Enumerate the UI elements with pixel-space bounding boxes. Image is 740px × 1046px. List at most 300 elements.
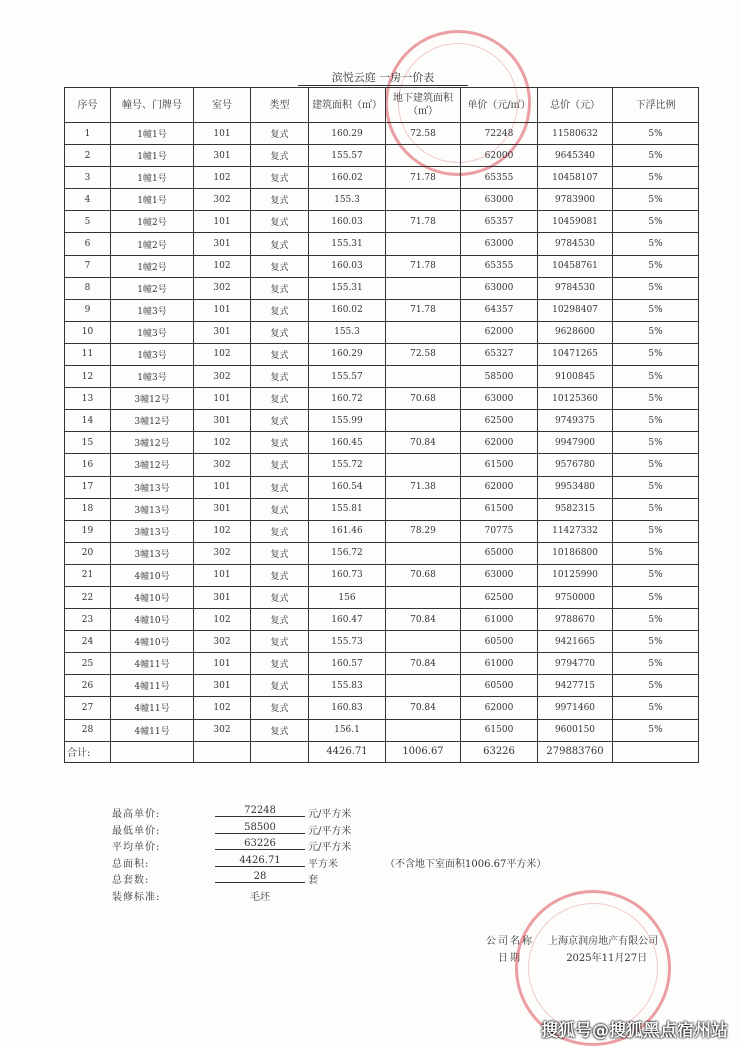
table-cell: 101	[194, 123, 251, 145]
table-cell: 65357	[461, 211, 538, 233]
table-cell: 3幢13号	[111, 542, 194, 564]
date-label: 日期	[498, 953, 522, 964]
table-cell: 4幢11号	[111, 697, 194, 719]
table-cell: 155.73	[309, 631, 386, 653]
column-header: 地下建筑面积（㎡）	[386, 88, 461, 123]
table-cell: 63000	[461, 233, 538, 255]
table-cell: 155.72	[309, 454, 386, 476]
table-cell: 62500	[461, 586, 538, 608]
summary-label: 平均单价:	[112, 842, 161, 854]
column-header: 室号	[194, 88, 251, 123]
table-cell: 复式	[251, 719, 309, 741]
table-cell: 复式	[251, 498, 309, 520]
document-title: 滨悦云庭 一房一价表	[298, 70, 468, 86]
table-cell: 4幢11号	[111, 719, 194, 741]
table-cell: 102	[194, 609, 251, 631]
table-cell: 62500	[461, 410, 538, 432]
table-cell: 70.68	[386, 564, 461, 586]
table-cell: 302	[194, 277, 251, 299]
table-cell: 301	[194, 321, 251, 343]
table-cell: 5%	[613, 299, 699, 321]
table-cell: 8	[65, 277, 111, 299]
table-cell: 1幢2号	[111, 211, 194, 233]
column-header: 单价（元/㎡）	[461, 88, 538, 123]
table-cell: 5%	[613, 167, 699, 189]
table-cell: 70.84	[386, 432, 461, 454]
table-cell: 1幢2号	[111, 233, 194, 255]
table-cell: 复式	[251, 476, 309, 498]
table-cell: 9971460	[538, 697, 613, 719]
summary-note: （不含地下室面积1006.67平方米）	[385, 858, 547, 870]
total-row	[65, 741, 699, 762]
table-cell: 101	[194, 476, 251, 498]
table-cell: 11	[65, 343, 111, 365]
table-cell: 61000	[461, 653, 538, 675]
table-cell: 3幢12号	[111, 432, 194, 454]
table-cell: 301	[194, 586, 251, 608]
table-cell: 19	[65, 520, 111, 542]
table-cell	[386, 321, 461, 343]
table-cell: 5%	[613, 233, 699, 255]
table-cell: 1幢2号	[111, 255, 194, 277]
table-cell: 9784530	[538, 277, 613, 299]
table-row	[65, 211, 699, 233]
table-row	[65, 167, 699, 189]
table-cell: 4幢10号	[111, 631, 194, 653]
table-cell: 155.3	[309, 321, 386, 343]
summary-label: 最高单价:	[112, 809, 161, 820]
total-cell: 合计:	[65, 741, 111, 762]
table-row	[65, 410, 699, 432]
table-cell: 70.68	[386, 388, 461, 410]
table-cell: 9582315	[538, 498, 613, 520]
table-cell: 复式	[251, 675, 309, 697]
table-cell: 7	[65, 255, 111, 277]
table-cell: 9750000	[538, 586, 613, 608]
table-cell: 9421665	[538, 631, 613, 653]
table-cell: 65327	[461, 343, 538, 365]
column-header: 序号	[65, 88, 111, 123]
table-cell: 63000	[461, 564, 538, 586]
column-header: 建筑面积（㎡）	[309, 88, 386, 123]
table-cell: 3	[65, 167, 111, 189]
table-cell: 1幢1号	[111, 145, 194, 167]
table-row	[65, 366, 699, 388]
table-row	[65, 277, 699, 299]
table-cell: 72.58	[386, 343, 461, 365]
table-cell: 5%	[613, 476, 699, 498]
table-cell: 70.84	[386, 697, 461, 719]
table-cell: 101	[194, 388, 251, 410]
company-name: 上海京润房地产有限公司	[548, 936, 659, 947]
table-cell: 5%	[613, 410, 699, 432]
table-cell: 10125360	[538, 388, 613, 410]
table-cell: 15	[65, 432, 111, 454]
table-cell: 71.78	[386, 299, 461, 321]
table-cell: 71.78	[386, 211, 461, 233]
table-cell: 160.72	[309, 388, 386, 410]
table-cell: 155.31	[309, 277, 386, 299]
table-cell: 3幢12号	[111, 388, 194, 410]
table-row	[65, 520, 699, 542]
summary-unit: 元/平方米	[308, 842, 352, 854]
table-cell	[386, 366, 461, 388]
summary-value: 4426.71	[215, 855, 305, 867]
table-cell: 62000	[461, 432, 538, 454]
table-cell: 5%	[613, 343, 699, 365]
table-cell: 160.83	[309, 697, 386, 719]
table-cell: 9749375	[538, 410, 613, 432]
column-header: 下浮比例	[613, 88, 699, 123]
table-cell: 25	[65, 653, 111, 675]
table-cell: 62000	[461, 476, 538, 498]
table-cell: 9427715	[538, 675, 613, 697]
table-cell: 5%	[613, 520, 699, 542]
table-row	[65, 542, 699, 564]
table-cell: 155.99	[309, 410, 386, 432]
total-cell: 1006.67	[386, 741, 461, 762]
table-cell: 101	[194, 211, 251, 233]
table-cell: 156.1	[309, 719, 386, 741]
table-cell: 10186800	[538, 542, 613, 564]
summary-unit: 元/平方米	[308, 809, 352, 820]
table-cell: 12	[65, 366, 111, 388]
total-cell: 4426.71	[309, 741, 386, 762]
table-cell: 160.47	[309, 609, 386, 631]
table-cell: 4幢11号	[111, 653, 194, 675]
table-row	[65, 697, 699, 719]
table-cell: 156	[309, 586, 386, 608]
total-cell	[194, 741, 251, 762]
table-cell: 160.29	[309, 343, 386, 365]
table-cell: 102	[194, 432, 251, 454]
table-cell: 156.72	[309, 542, 386, 564]
table-cell: 5%	[613, 145, 699, 167]
table-cell	[386, 410, 461, 432]
table-cell: 61500	[461, 454, 538, 476]
table-cell: 复式	[251, 586, 309, 608]
table-cell: 26	[65, 675, 111, 697]
summary-label: 最低单价:	[112, 825, 161, 837]
table-cell	[386, 631, 461, 653]
table-cell: 1幢3号	[111, 299, 194, 321]
table-cell	[386, 542, 461, 564]
table-cell: 5%	[613, 277, 699, 299]
table-cell: 65355	[461, 167, 538, 189]
table-cell: 复式	[251, 520, 309, 542]
table-cell: 复式	[251, 189, 309, 211]
table-cell: 71.38	[386, 476, 461, 498]
table-cell: 101	[194, 299, 251, 321]
table-cell: 复式	[251, 366, 309, 388]
table-cell	[386, 675, 461, 697]
table-cell: 复式	[251, 123, 309, 145]
table-cell: 102	[194, 343, 251, 365]
table-cell: 302	[194, 454, 251, 476]
company-signature	[475, 933, 658, 967]
table-row	[65, 631, 699, 653]
price-table	[64, 87, 699, 763]
table-cell: 10471265	[538, 343, 613, 365]
watermark: 搜狐号@搜狐黑点宿州站	[541, 1021, 728, 1041]
table-cell: 27	[65, 697, 111, 719]
table-cell: 24	[65, 631, 111, 653]
table-cell: 155.57	[309, 366, 386, 388]
table-cell: 70.84	[386, 609, 461, 631]
table-cell: 5	[65, 211, 111, 233]
table-cell: 9794770	[538, 653, 613, 675]
table-cell: 2	[65, 145, 111, 167]
table-cell: 72.58	[386, 123, 461, 145]
table-cell: 5%	[613, 189, 699, 211]
table-cell: 9576780	[538, 454, 613, 476]
table-cell	[386, 498, 461, 520]
table-cell: 5%	[613, 321, 699, 343]
table-cell: 复式	[251, 343, 309, 365]
table-cell: 71.78	[386, 255, 461, 277]
table-cell: 302	[194, 189, 251, 211]
table-cell	[386, 145, 461, 167]
table-cell: 复式	[251, 432, 309, 454]
table-row	[65, 564, 699, 586]
table-cell: 9788670	[538, 609, 613, 631]
table-cell: 64357	[461, 299, 538, 321]
summary-unit: 套	[308, 875, 318, 887]
table-cell: 复式	[251, 277, 309, 299]
table-cell: 11427332	[538, 520, 613, 542]
table-cell: 160.54	[309, 476, 386, 498]
table-cell: 160.73	[309, 564, 386, 586]
table-row	[65, 189, 699, 211]
column-header: 总价（元）	[538, 88, 613, 123]
table-cell: 62000	[461, 321, 538, 343]
summary-value: 28	[215, 871, 305, 883]
table-cell: 70.84	[386, 653, 461, 675]
table-cell: 160.02	[309, 167, 386, 189]
table-cell: 1幢3号	[111, 343, 194, 365]
table-cell: 101	[194, 564, 251, 586]
table-cell: 5%	[613, 631, 699, 653]
table-cell: 复式	[251, 564, 309, 586]
table-cell: 16	[65, 454, 111, 476]
table-cell: 10	[65, 321, 111, 343]
table-cell: 71.78	[386, 167, 461, 189]
table-cell: 102	[194, 255, 251, 277]
table-cell: 复式	[251, 233, 309, 255]
table-cell: 9784530	[538, 233, 613, 255]
table-row	[65, 586, 699, 608]
table-cell: 5%	[613, 498, 699, 520]
table-row	[65, 233, 699, 255]
table-cell: 4幢10号	[111, 564, 194, 586]
table-cell: 155.81	[309, 498, 386, 520]
table-cell: 155.83	[309, 675, 386, 697]
total-cell	[251, 741, 309, 762]
table-cell: 9783900	[538, 189, 613, 211]
table-cell: 13	[65, 388, 111, 410]
table-row	[65, 255, 699, 277]
table-cell: 复式	[251, 388, 309, 410]
table-cell: 3幢13号	[111, 476, 194, 498]
table-cell: 61000	[461, 609, 538, 631]
table-cell: 1幢3号	[111, 321, 194, 343]
table-cell: 复式	[251, 211, 309, 233]
summary-value: 毛坯	[250, 891, 270, 903]
table-cell: 5%	[613, 564, 699, 586]
table-cell: 61500	[461, 719, 538, 741]
table-row	[65, 388, 699, 410]
column-header: 幢号、门牌号	[111, 88, 194, 123]
total-cell	[613, 741, 699, 762]
table-cell: 复式	[251, 299, 309, 321]
table-cell: 1幢2号	[111, 277, 194, 299]
table-cell: 65355	[461, 255, 538, 277]
table-cell: 72248	[461, 123, 538, 145]
table-row	[65, 454, 699, 476]
table-row	[65, 432, 699, 454]
table-cell: 1幢3号	[111, 366, 194, 388]
table-row	[65, 145, 699, 167]
table-cell: 5%	[613, 454, 699, 476]
table-cell: 160.02	[309, 299, 386, 321]
table-cell: 9953480	[538, 476, 613, 498]
table-cell: 155.31	[309, 233, 386, 255]
table-row	[65, 123, 699, 145]
table-cell: 22	[65, 586, 111, 608]
table-cell: 复式	[251, 609, 309, 631]
table-cell: 10458761	[538, 255, 613, 277]
table-cell	[386, 454, 461, 476]
table-cell: 102	[194, 167, 251, 189]
table-cell: 复式	[251, 167, 309, 189]
table-cell: 160.03	[309, 211, 386, 233]
table-cell: 301	[194, 675, 251, 697]
summary-label: 总面积:	[112, 858, 150, 870]
table-cell: 1幢1号	[111, 167, 194, 189]
table-cell: 复式	[251, 697, 309, 719]
table-cell: 63000	[461, 277, 538, 299]
table-cell: 101	[194, 653, 251, 675]
table-cell: 复式	[251, 454, 309, 476]
date-value: 2025年11月27日	[566, 953, 648, 964]
table-cell: 70775	[461, 520, 538, 542]
table-cell	[386, 719, 461, 741]
table-cell: 302	[194, 542, 251, 564]
table-cell: 65000	[461, 542, 538, 564]
table-cell: 10298407	[538, 299, 613, 321]
table-cell: 5%	[613, 719, 699, 741]
table-header-row	[65, 88, 699, 123]
table-cell: 5%	[613, 609, 699, 631]
company-name-label: 公司名称	[486, 936, 534, 947]
table-cell: 5%	[613, 211, 699, 233]
table-cell: 9628600	[538, 321, 613, 343]
summary-unit: 元/平方米	[308, 825, 352, 837]
table-cell: 复式	[251, 653, 309, 675]
table-cell: 301	[194, 145, 251, 167]
table-cell: 3幢12号	[111, 454, 194, 476]
table-cell: 160.45	[309, 432, 386, 454]
table-row	[65, 653, 699, 675]
table-cell: 302	[194, 631, 251, 653]
table-cell: 160.29	[309, 123, 386, 145]
summary-value: 63226	[215, 838, 305, 850]
table-row	[65, 321, 699, 343]
table-row	[65, 719, 699, 741]
table-cell	[386, 277, 461, 299]
table-cell: 5%	[613, 255, 699, 277]
table-cell: 4	[65, 189, 111, 211]
table-cell: 复式	[251, 145, 309, 167]
table-cell: 60500	[461, 631, 538, 653]
table-cell: 复式	[251, 255, 309, 277]
table-cell: 9947900	[538, 432, 613, 454]
table-cell	[386, 586, 461, 608]
table-cell: 11580632	[538, 123, 613, 145]
table-cell: 9	[65, 299, 111, 321]
table-cell: 62000	[461, 697, 538, 719]
table-cell: 17	[65, 476, 111, 498]
table-cell: 复式	[251, 631, 309, 653]
table-cell: 3幢13号	[111, 520, 194, 542]
table-cell: 18	[65, 498, 111, 520]
table-cell: 6	[65, 233, 111, 255]
table-row	[65, 675, 699, 697]
table-cell: 10125990	[538, 564, 613, 586]
table-cell: 3幢12号	[111, 410, 194, 432]
table-cell: 63000	[461, 388, 538, 410]
total-cell: 63226	[461, 741, 538, 762]
column-header: 类型	[251, 88, 309, 123]
table-cell: 160.57	[309, 653, 386, 675]
total-cell: 279883760	[538, 741, 613, 762]
table-cell: 5%	[613, 432, 699, 454]
table-cell: 5%	[613, 123, 699, 145]
table-cell: 9100845	[538, 366, 613, 388]
table-cell: 5%	[613, 697, 699, 719]
table-row	[65, 343, 699, 365]
table-cell: 1	[65, 123, 111, 145]
table-cell: 4幢10号	[111, 586, 194, 608]
table-cell: 61500	[461, 498, 538, 520]
summary-value: 72248	[215, 805, 305, 817]
table-cell: 302	[194, 719, 251, 741]
summary-label: 装修标准:	[112, 891, 161, 903]
table-cell: 复式	[251, 542, 309, 564]
table-cell: 302	[194, 366, 251, 388]
table-cell	[386, 233, 461, 255]
table-row	[65, 609, 699, 631]
summary-value: 58500	[215, 822, 305, 834]
table-cell	[386, 189, 461, 211]
table-cell: 301	[194, 498, 251, 520]
table-row	[65, 476, 699, 498]
table-cell: 20	[65, 542, 111, 564]
table-cell: 63000	[461, 189, 538, 211]
table-cell: 1幢1号	[111, 189, 194, 211]
table-cell: 14	[65, 410, 111, 432]
total-cell	[111, 741, 194, 762]
table-cell: 4幢10号	[111, 609, 194, 631]
table-cell: 62000	[461, 145, 538, 167]
table-cell: 5%	[613, 653, 699, 675]
table-cell: 102	[194, 520, 251, 542]
table-cell: 161.46	[309, 520, 386, 542]
table-cell: 5%	[613, 586, 699, 608]
table-cell: 28	[65, 719, 111, 741]
table-cell: 160.03	[309, 255, 386, 277]
table-cell: 9600150	[538, 719, 613, 741]
